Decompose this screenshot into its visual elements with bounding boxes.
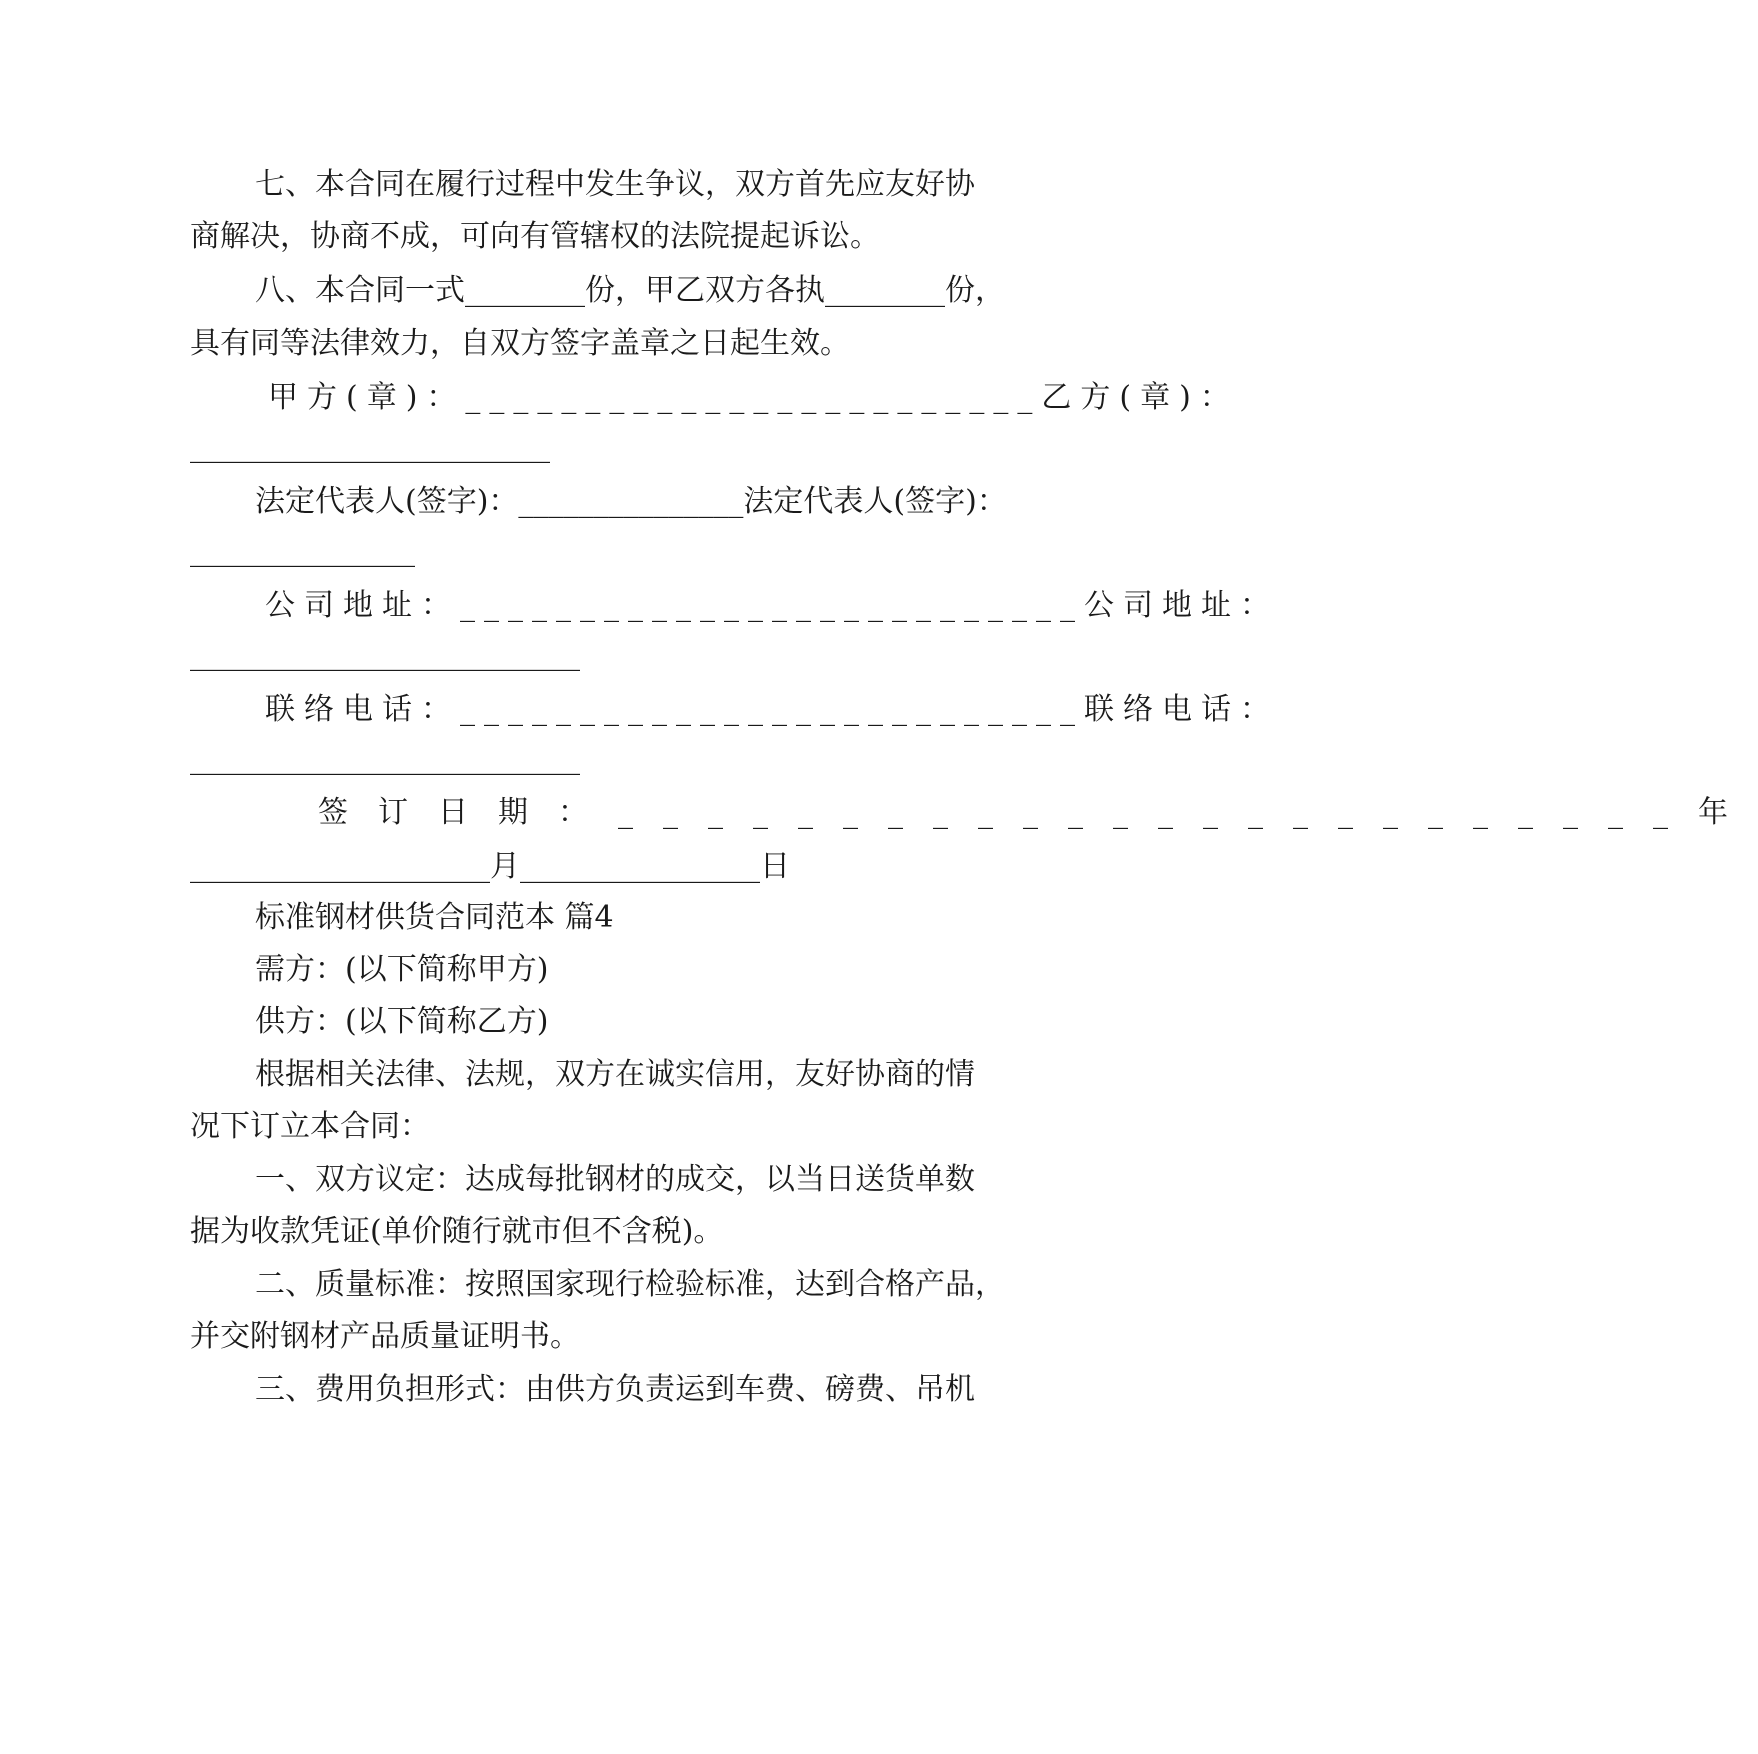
clause-8-line-1: 八、本合同一式________份，甲乙双方各执________份， <box>255 273 1005 308</box>
preamble-line-1: 根据相关法律、法规，双方在诚实信用，友好协商的情 <box>255 1057 975 1092</box>
signing-date-line: 签订日期：________________________年 <box>318 795 1758 830</box>
preamble-line-2: 况下订立本合同： <box>190 1109 430 1144</box>
party-seal-blank: ________________________ <box>190 429 550 464</box>
company-address-blank: __________________________ <box>190 637 580 672</box>
party-seal-line: 甲方(章)：________________________乙方(章)： <box>268 380 1239 415</box>
clause-7-line-2: 商解决，协商不成，可向有管辖权的法院提起诉讼。 <box>190 219 880 254</box>
buyer-line: 需方：(以下简称甲方) <box>255 952 549 987</box>
clause-7-line-1: 七、本合同在履行过程中发生争议，双方首先应友好协 <box>255 167 975 202</box>
section-heading: 标准钢材供货合同范本 篇4 <box>255 900 614 935</box>
signing-date-blank: ____________________月________________日 <box>190 849 790 884</box>
legal-rep-line: 法定代表人(签字)：_______________法定代表人(签字)： <box>255 484 1007 519</box>
clause-2-line-2: 并交附钢材产品质量证明书。 <box>190 1319 580 1354</box>
contact-phone-line: 联络电话：__________________________联络电话： <box>265 692 1279 727</box>
company-address-line: 公司地址：__________________________公司地址： <box>265 588 1279 623</box>
clause-2-line-1: 二、质量标准：按照国家现行检验标准，达到合格产品， <box>255 1267 1005 1302</box>
clause-8-line-2: 具有同等法律效力，自双方签字盖章之日起生效。 <box>190 326 850 361</box>
clause-1-line-2: 据为收款凭证(单价随行就市但不含税)。 <box>190 1214 724 1249</box>
supplier-line: 供方：(以下简称乙方) <box>255 1004 549 1039</box>
contact-phone-blank: __________________________ <box>190 741 580 776</box>
legal-rep-blank: _______________ <box>190 533 415 568</box>
clause-1-line-1: 一、双方议定：达成每批钢材的成交，以当日送货单数 <box>255 1162 975 1197</box>
clause-3-line-1: 三、费用负担形式：由供方负责运到车费、磅费、吊机 <box>255 1372 975 1407</box>
